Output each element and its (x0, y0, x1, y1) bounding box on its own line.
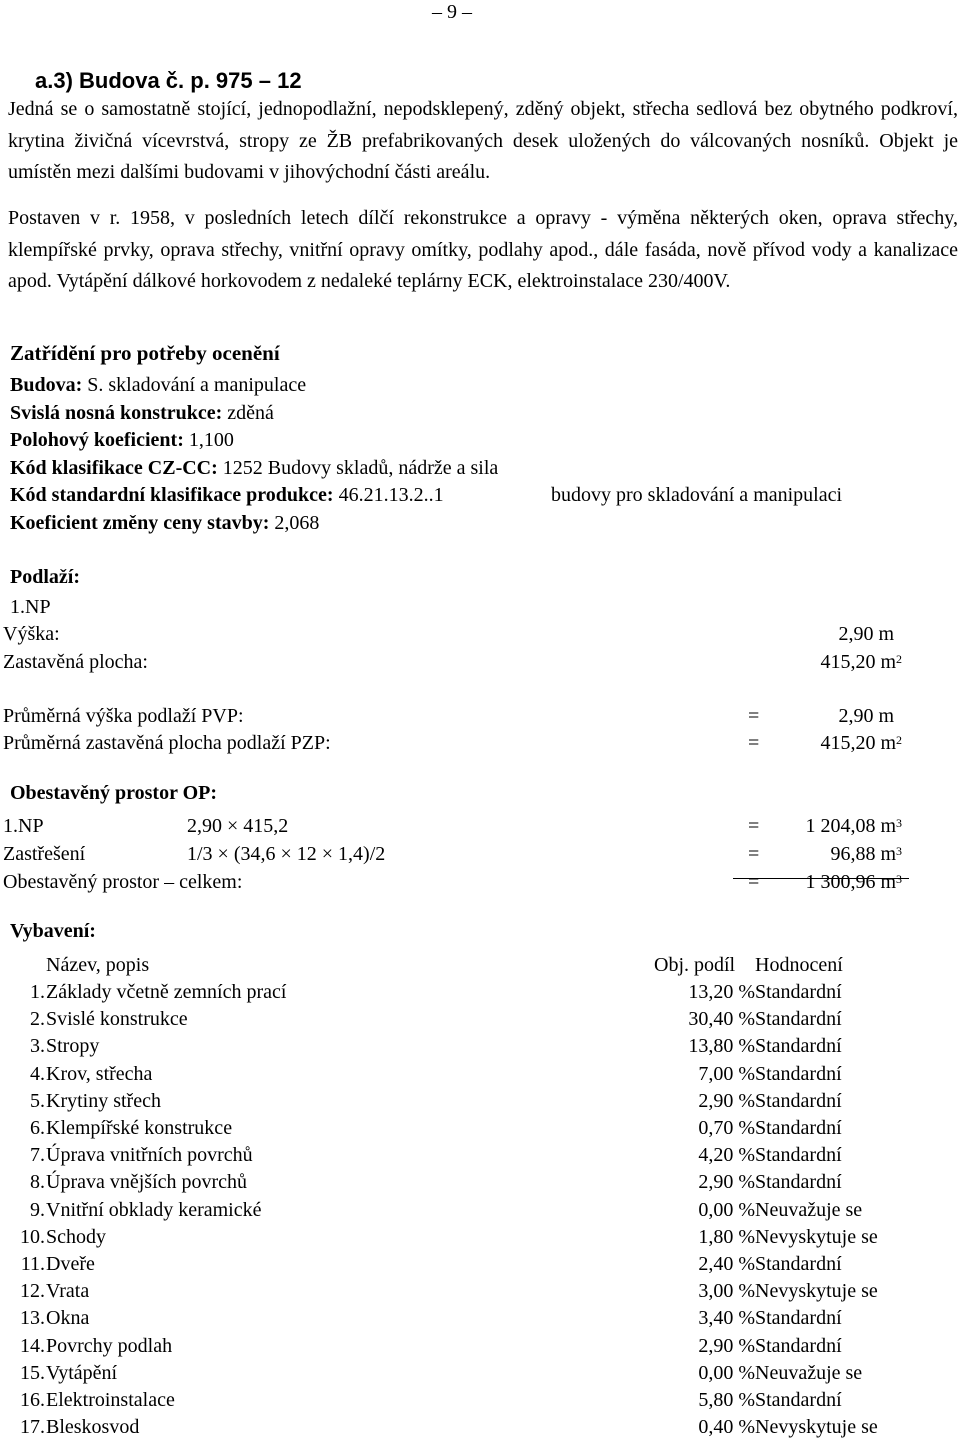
classification-title: Zatřídění pro potřeby ocenění (10, 341, 280, 365)
area-sup: 2 (896, 652, 902, 666)
avg-area-sup: 2 (896, 733, 902, 747)
col-header-share: Obj. podíl (654, 954, 736, 976)
equipment-item-number: 4. (30, 1063, 45, 1085)
equipment-item-number: 8. (30, 1171, 45, 1193)
equipment-item-share: 3,00 % (698, 1280, 755, 1302)
avg-height-value: 2,90 m (838, 705, 894, 727)
equipment-item-name: Základy včetně zemních prací (46, 981, 287, 1003)
volume-sup: 3 (896, 816, 902, 830)
equipment-item-share: 30,40 % (688, 1008, 755, 1030)
volume-sup: 3 (896, 844, 902, 858)
volume-total-eq: = (748, 871, 760, 893)
equipment-item-name: Svislé konstrukce (46, 1008, 188, 1030)
building-type-row (10, 373, 306, 397)
equipment-item-rating: Standardní (755, 1389, 842, 1411)
equipment-item-number: 2. (30, 1008, 45, 1030)
equipment-item-number: 10. (20, 1226, 45, 1248)
price-coef-value: 2,068 (274, 512, 320, 534)
height-value: 2,90 m (838, 623, 894, 645)
equipment-item-share: 7,00 % (698, 1063, 755, 1085)
equipment-item-number: 3. (30, 1035, 45, 1057)
equipment-item-rating: Standardní (755, 1307, 842, 1329)
equipment-item-name: Povrchy podlah (46, 1335, 173, 1357)
structure-label: Svislá nosná konstrukce: (10, 402, 223, 424)
equipment-item-share: 2,90 % (698, 1171, 755, 1193)
equipment-item-share: 5,80 % (698, 1389, 755, 1411)
volume-total-label: Obestavěný prostor – celkem: (3, 871, 243, 893)
equipment-item-rating: Neuvažuje se (755, 1199, 863, 1221)
czcc-row (10, 456, 498, 480)
equipment-item-number: 11. (20, 1253, 45, 1275)
volume-row-eq: = (748, 843, 760, 865)
volume-row-name: 1.NP (3, 815, 44, 837)
volume-row-value: 1 204,08 m (805, 815, 896, 837)
equipment-item-number: 12. (20, 1280, 45, 1302)
equipment-item-rating: Neuvažuje se (755, 1362, 863, 1384)
equipment-item-name: Krytiny střech (46, 1090, 161, 1112)
equipment-item-number: 1. (30, 981, 45, 1003)
equipment-item-name: Okna (46, 1307, 90, 1329)
volume-sup: 3 (896, 872, 902, 886)
volume-row-eq: = (748, 815, 760, 837)
equipment-item-share: 2,40 % (698, 1253, 755, 1275)
equipment-item-number: 9. (30, 1199, 45, 1221)
equipment-item-rating: Standardní (755, 1171, 842, 1193)
volume-row-name: Zastřešení (3, 843, 86, 865)
equipment-item-name: Klempířské konstrukce (46, 1117, 233, 1139)
area-value: 415,20 m (820, 651, 896, 673)
avg-area-value-wrap (820, 731, 902, 755)
equipment-item-rating: Standardní (755, 1090, 842, 1112)
position-coef-row (10, 428, 234, 452)
structure-value: zděná (227, 402, 274, 424)
equipment-item-number: 5. (30, 1090, 45, 1112)
equipment-item-share: 3,40 % (698, 1307, 755, 1329)
position-coef-label: Polohový koeficient: (10, 429, 184, 451)
equipment-item-name: Dveře (46, 1253, 95, 1275)
production-code: 46.21.13.2..1 (338, 484, 444, 506)
equipment-item-number: 6. (30, 1117, 45, 1139)
area-label: Zastavěná plocha: (3, 651, 148, 673)
volume-title: Obestavěný prostor OP: (10, 782, 218, 804)
production-label: Kód standardní klasifikace produkce: (10, 484, 334, 506)
height-label: Výška: (3, 623, 60, 645)
equipment-item-number: 13. (20, 1307, 45, 1329)
equipment-title: Vybavení: (10, 920, 96, 942)
equipment-item-rating: Standardní (755, 1117, 842, 1139)
equipment-item-rating: Nevyskytuje se (755, 1280, 878, 1302)
equipment-item-share: 13,20 % (688, 981, 755, 1003)
equipment-item-share: 0,00 % (698, 1199, 755, 1221)
volume-row-value: 96,88 m (830, 843, 896, 865)
equipment-item-name: Elektroinstalace (46, 1389, 175, 1411)
production-row (10, 483, 444, 507)
equipment-item-name: Vrata (46, 1280, 90, 1302)
equipment-item-rating: Standardní (755, 1144, 842, 1166)
equipment-item-share: 0,40 % (698, 1416, 755, 1438)
price-coef-row (10, 511, 319, 535)
equipment-item-rating: Nevyskytuje se (755, 1416, 878, 1438)
equipment-item-rating: Standardní (755, 1253, 842, 1275)
equipment-item-share: 1,80 % (698, 1226, 755, 1248)
building-type-value: S. skladování a manipulace (87, 374, 307, 396)
equipment-item-share: 2,90 % (698, 1335, 755, 1357)
equipment-item-name: Úprava vnitřních povrchů (46, 1144, 253, 1166)
equipment-item-share: 13,80 % (688, 1035, 755, 1057)
avg-area-label: Průměrná zastavěná plocha podlaží PZP: (3, 732, 331, 754)
avg-area-value: 415,20 m (820, 732, 896, 754)
volume-row-value-wrap (805, 814, 902, 838)
volume-row-value-wrap (830, 842, 902, 866)
history-paragraph: Postaven v r. 1958, v posledních letech dílčí rekonstrukce a opravy - výměna některých oken, oprava střechy, klempířské prvky, oprava střechy, vnitřní opravy omítky, podlahy apod., dále fasáda, nově přívod vody a kanalizace apod. Vytápění dálkové horkovodem z nedaleké teplárny ECK, elektroinstalace 230/400V. (8, 207, 958, 292)
section-heading: a.3) Budova č. p. 975 – 12 (35, 68, 302, 93)
equipment-item-name: Bleskosvod (46, 1416, 140, 1438)
intro-paragraph: Jedná se o samostatně stojící, jednopodlažní, nepodsklepený, zděný objekt, střecha sedlová bez obytného podkroví, krytina živičná vícevrstvá, stropy ze ŽB prefabrikovaných desek uložených do válcovaných nosníků. Objekt je umístěn mezi dalšími budovami v jihovýchodní části areálu. (8, 98, 958, 183)
equipment-item-number: 15. (20, 1362, 45, 1384)
czcc-value: 1252 Budovy skladů, nádrže a sila (222, 457, 499, 479)
equipment-item-number: 17. (20, 1416, 45, 1438)
equipment-item-share: 0,00 % (698, 1362, 755, 1384)
volume-row-formula: 2,90 × 415,2 (187, 815, 289, 837)
production-desc: budovy pro skladování a manipulaci (551, 484, 843, 506)
equipment-item-share: 4,20 % (698, 1144, 755, 1166)
equipment-item-name: Krov, střecha (46, 1063, 153, 1085)
equipment-item-name: Vytápění (46, 1362, 118, 1384)
equipment-item-number: 16. (20, 1389, 45, 1411)
volume-row-formula: 1/3 × (34,6 × 12 × 1,4)/2 (187, 843, 386, 865)
floor-name: 1.NP (10, 596, 51, 618)
equipment-item-number: 7. (30, 1144, 45, 1166)
avg-height-eq: = (748, 705, 760, 727)
price-coef-label: Koeficient změny ceny stavby: (10, 512, 270, 534)
equipment-item-name: Vnitřní obklady keramické (46, 1199, 262, 1221)
building-type-label: Budova: (10, 374, 83, 396)
equipment-item-name: Úprava vnějších povrchů (46, 1171, 248, 1193)
czcc-label: Kód klasifikace CZ-CC: (10, 457, 218, 479)
avg-area-eq: = (748, 732, 760, 754)
equipment-item-name: Stropy (46, 1035, 100, 1057)
col-header-name: Název, popis (46, 954, 150, 976)
equipment-item-share: 0,70 % (698, 1117, 755, 1139)
equipment-item-rating: Nevyskytuje se (755, 1226, 878, 1248)
equipment-item-rating: Standardní (755, 1063, 842, 1085)
col-header-rating: Hodnocení (755, 954, 843, 976)
equipment-item-name: Schody (46, 1226, 106, 1248)
equipment-item-rating: Standardní (755, 1335, 842, 1357)
equipment-item-rating: Standardní (755, 981, 842, 1003)
area-value-wrap (820, 650, 902, 674)
floors-title: Podlaží: (10, 566, 80, 588)
equipment-item-rating: Standardní (755, 1035, 842, 1057)
equipment-item-number: 14. (20, 1335, 45, 1357)
volume-total-value-wrap (805, 870, 902, 894)
structure-row (10, 401, 274, 425)
position-coef-value: 1,100 (188, 429, 234, 451)
equipment-item-rating: Standardní (755, 1008, 842, 1030)
page-number: – 9 – (432, 1, 472, 23)
volume-total-value: 1 300,96 m (805, 871, 896, 893)
avg-height-label: Průměrná výška podlaží PVP: (3, 705, 244, 727)
equipment-item-share: 2,90 % (698, 1090, 755, 1112)
